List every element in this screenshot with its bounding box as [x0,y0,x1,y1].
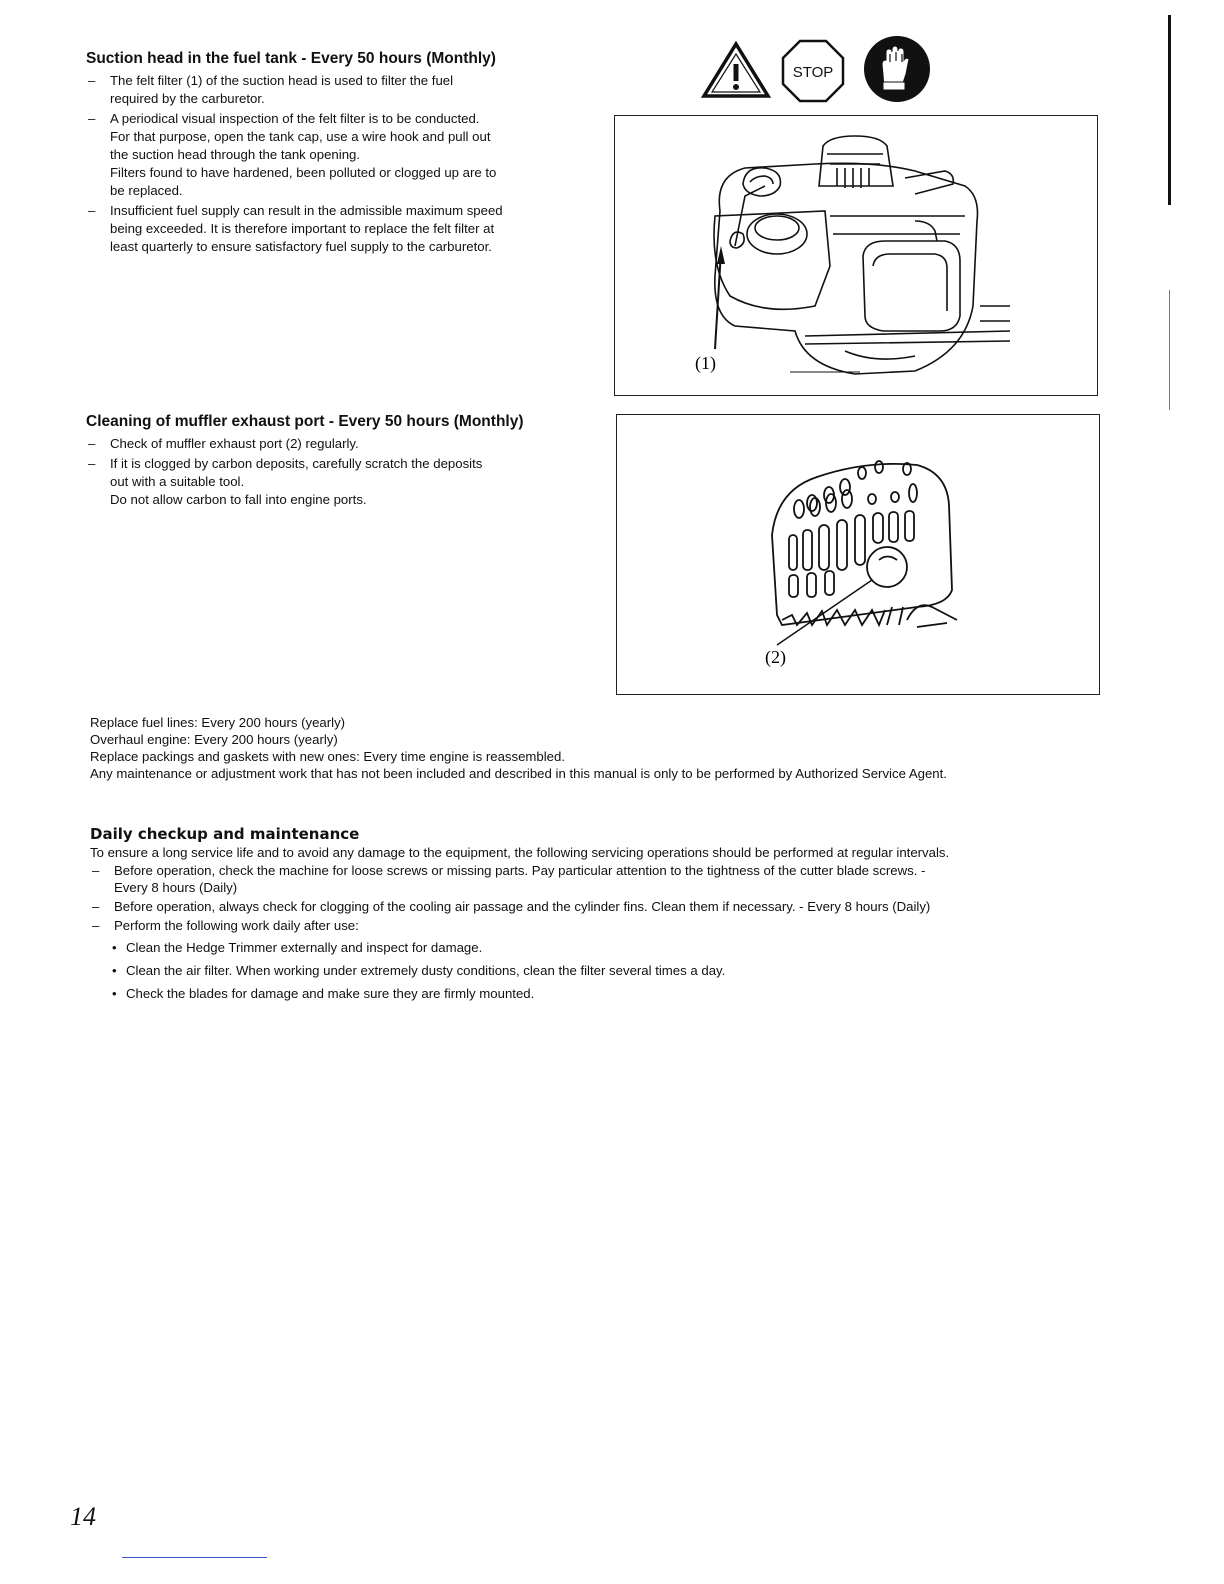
list-item: – A periodical visual inspection of the felt filter is to be conducted. For that purpose, open the tank cap, use a wire hook and pull out the suction head through the tank opening. Filters found to have hardened, been polluted or clogged up are to be replaced. [88,111,497,198]
margin-rule [1168,15,1171,205]
daily-bullets [108,939,1110,1002]
daily-intro: To ensure a long service life and to avoid any damage to the equipment, the following servicing operations should be performed at regular intervals. [90,845,950,860]
footer-rule [122,1557,267,1558]
bullet-item: • Clean the air filter. When working under extremely dusty conditions, clean the filter several times a day. [108,962,1110,979]
list-item: – Before operation, check the machine for loose screws or missing parts. Pay particular attention to the tightness of the cutter blade screws. - Every 8 hours (Daily) [92,863,926,895]
list-item: – Check of muffler exhaust port (2) regularly. [88,436,359,451]
daily-list [90,862,1110,1008]
list-item: – The felt filter (1) of the suction head is used to filter the fuel required by the carburetor. [88,73,454,106]
schedule-line: Replace packings and gaskets with new ones: Every time engine is reassembled. [90,749,566,764]
schedule-line: Overhaul engine: Every 200 hours (yearly) [90,732,338,747]
section-title-muffler: Cleaning of muffler exhaust port - Every 50 hours (Monthly) [86,413,524,430]
stop-sign-icon [780,38,846,104]
list-item: – Insufficient fuel supply can result in the admissible maximum speed being exceeded. It is therefore important to replace the felt filter at least quarterly to ensure satisfactory fuel supply to the carburetor. [88,203,503,254]
suction-list [86,72,576,258]
muffler-list [86,435,576,511]
figure-label-1: (1) [695,353,716,373]
section-title-daily: Daily checkup and maintenance [90,825,360,843]
warning-triangle-icon [700,40,772,100]
section-title-suction: Suction head in the fuel tank - Every 50 hours (Monthly) [86,50,496,67]
margin-rule-lower [1169,290,1170,410]
page-number: 14 [70,1502,96,1531]
fuel-tank-illustration [615,116,1097,395]
schedule-line: Any maintenance or adjustment work that has not been included and described in this manual is only to be performed by Authorized Service Agent. [90,766,947,781]
list-item: – Perform the following work daily after use: • Clean the Hedge Trimmer externally and inspect for damage. • Clean the air filter. When working under extremely dusty conditions, clean the filter several times a day. • Check the blades for damage and make sure they are firmly mounted. [90,917,1110,1002]
figure-muffler [616,414,1100,695]
maintenance-schedule [90,714,947,782]
figure-fuel-tank [614,115,1098,396]
gloves-icon [862,34,932,104]
bullet-item: • Check the blades for damage and make sure they are firmly mounted. [108,985,1110,1002]
schedule-line: Replace fuel lines: Every 200 hours (yearly) [90,715,346,730]
list-item: – Before operation, always check for clogging of the cooling air passage and the cylinder fins. Clean them if necessary. - Every 8 hours (Daily) [92,899,931,914]
muffler-illustration [617,415,1099,694]
list-item: – If it is clogged by carbon deposits, carefully scratch the deposits out with a suitable tool. Do not allow carbon to fall into engine ports. [88,456,483,507]
figure-label-2: (2) [765,647,786,667]
svg-text:STOP: STOP [792,64,834,81]
bullet-item: • Clean the Hedge Trimmer externally and inspect for damage. [108,939,1110,956]
